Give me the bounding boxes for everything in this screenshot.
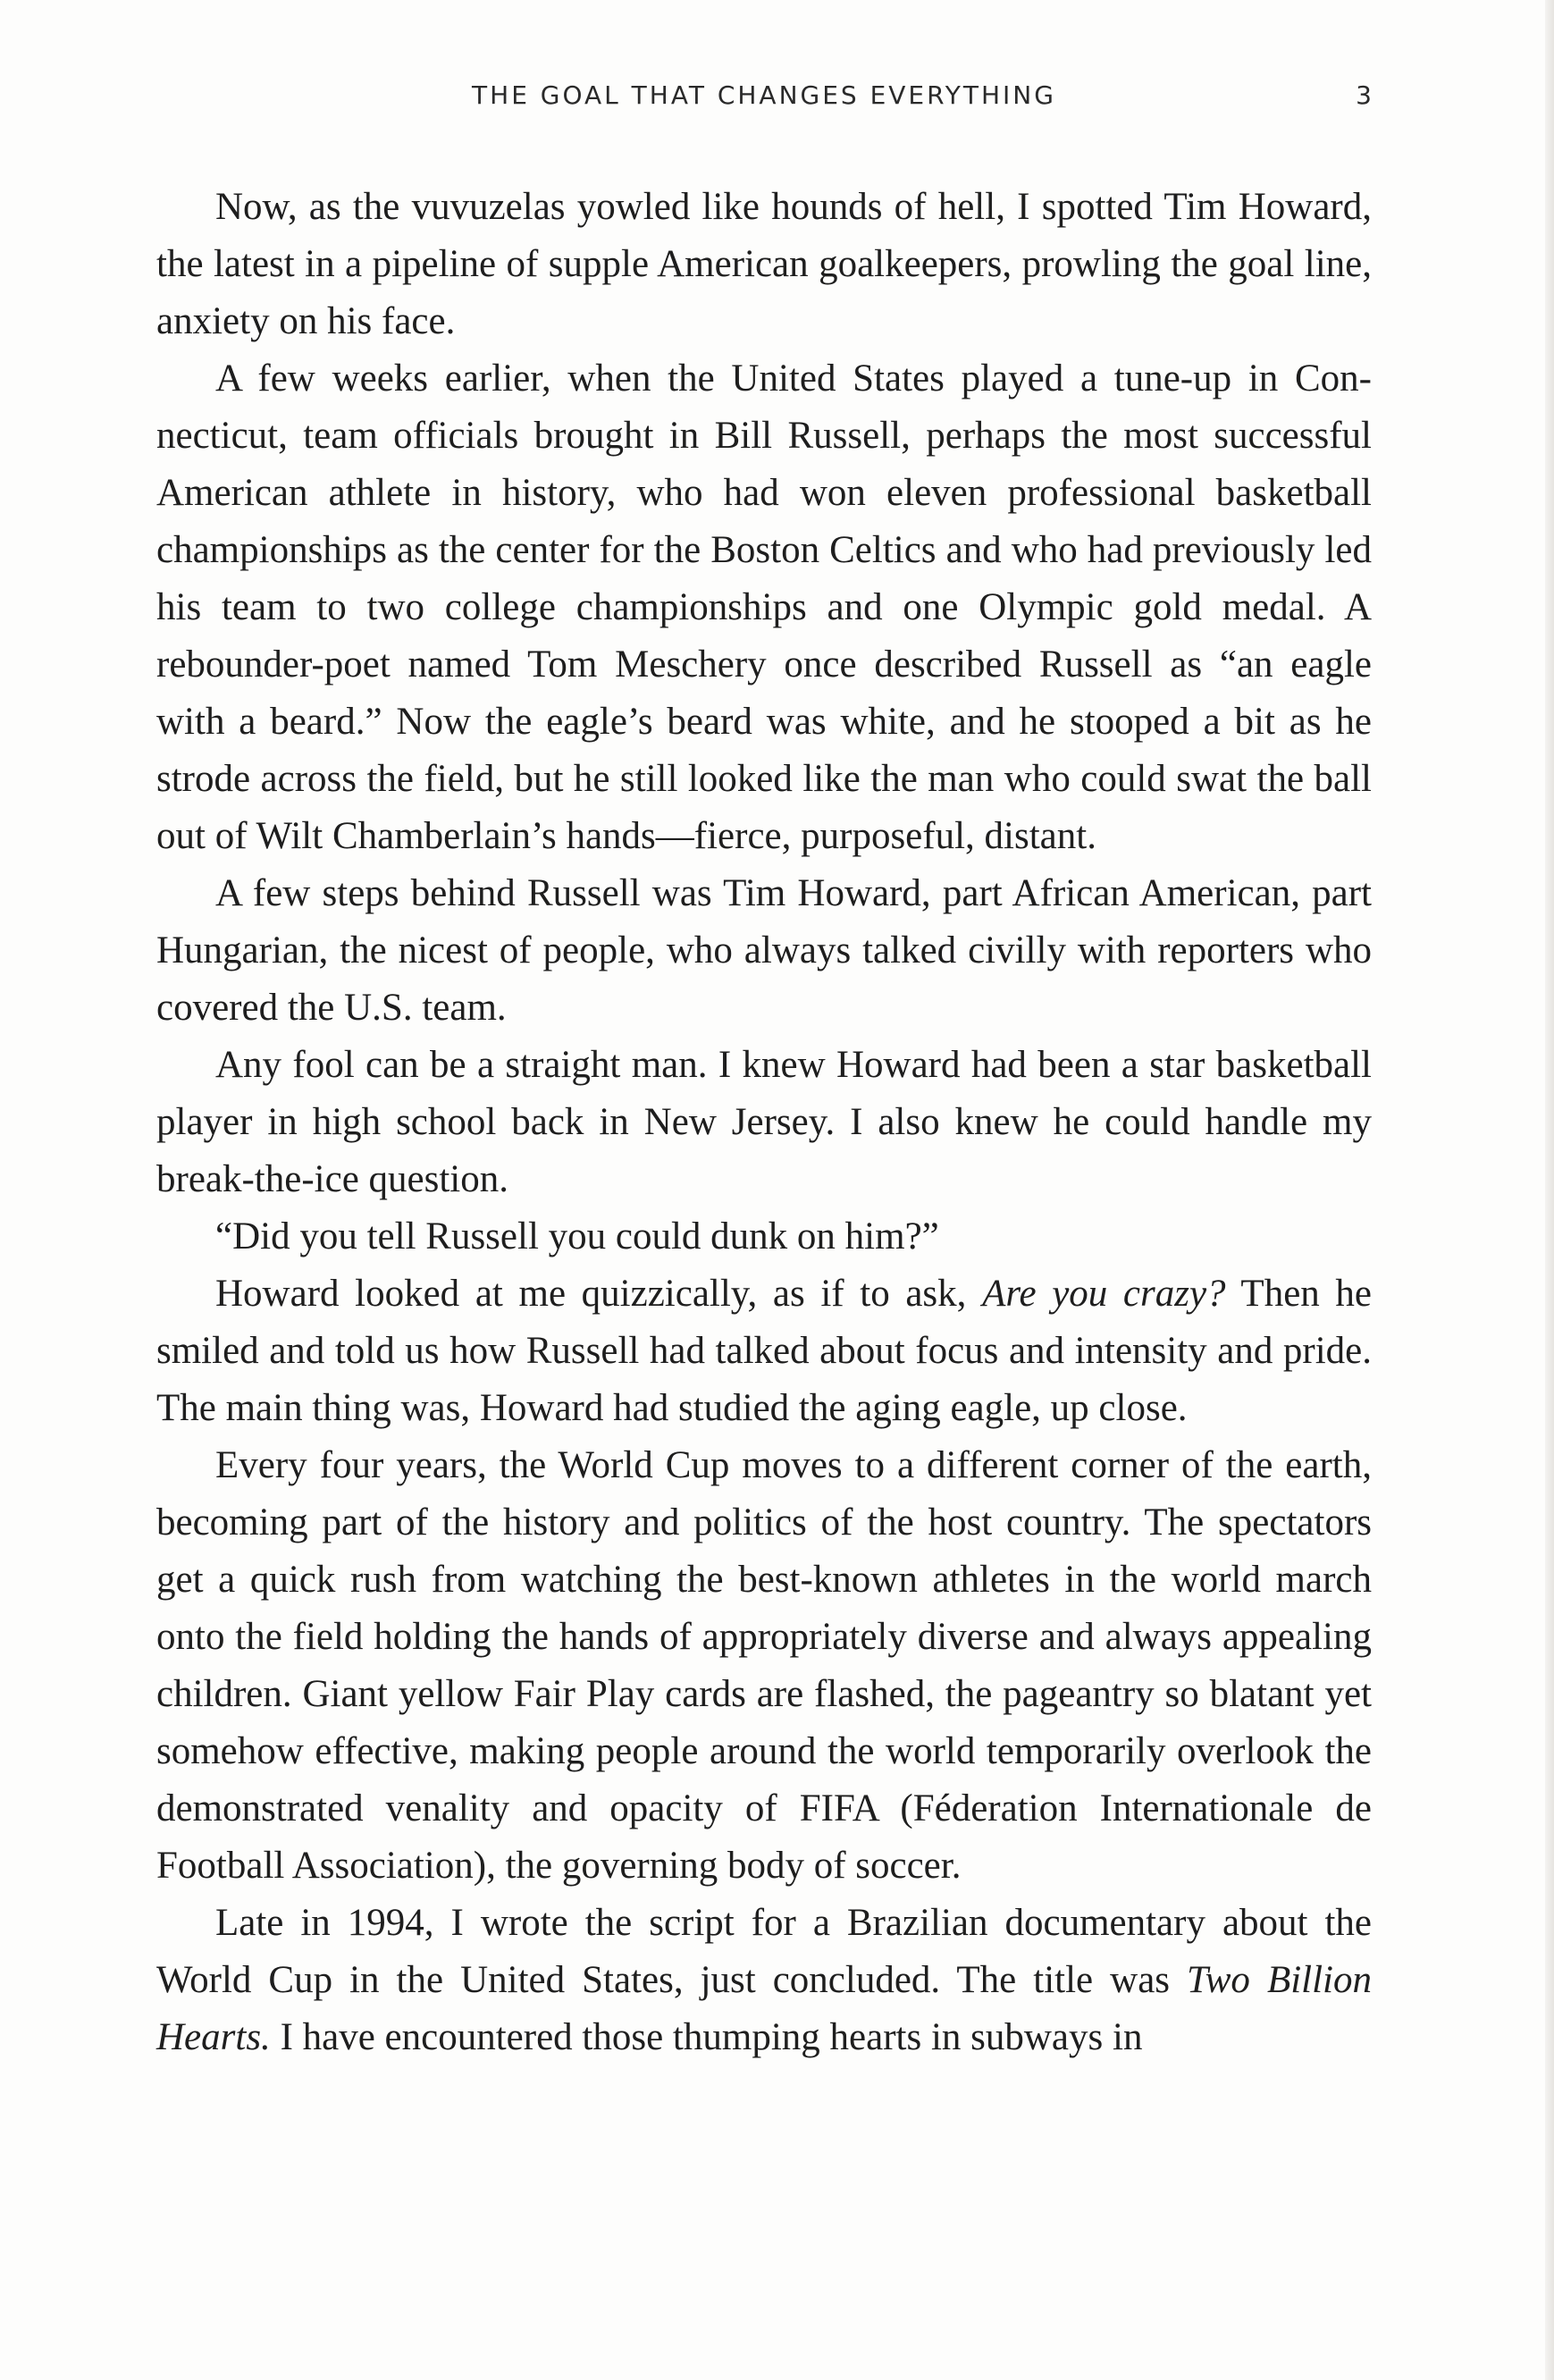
paragraph [156, 1895, 1372, 2066]
text-run: A few weeks earlier, when the United States played a tune-up in Connecticut, team officials brought in Bill Russell, perhaps the most successful American athlete in history, who had won eleven professional basketball championships as the center for the Boston Celtics and who had previously led his team to two college championships and one Olympic gold medal. A rebounder-poet named Tom Meschery once described Russell as “an eagle with a beard.” Now the eagle’s beard was white, and he stooped a bit as he strode across the field, but he still looked like the man who could swat the ball out of Wilt Chamberlain’s hands—fierce, purposeful, distant. [156, 357, 1372, 857]
text-run: Howard looked at me quizzically, as if to ask, [215, 1273, 983, 1315]
paragraph [156, 1266, 1372, 1437]
text-run: Now, as the vuvuzelas yowled like hounds of hell, I spotted Tim Howard, the latest in a pipeline of supple American goalkeepers, prowling the goal line, anxiety on his face. [156, 186, 1372, 342]
page-number: 3 [1356, 80, 1372, 110]
page-edge-shadow [1545, 0, 1554, 2380]
text-run: “Did you tell Russell you could dunk on him?” [215, 1215, 939, 1257]
text-run: Every four years, the World Cup moves to a different corner of the earth, becoming part of the history and politics of the host country. The spectators get a quick rush from watching the best-known athletes in the world march onto the field holding the hands of appropriately diverse and always appealing children. Giant yellow Fair Play cards are flashed, the pageantry so blatant yet somehow effective, making people around the world temporarily overlook the demonstrated venality and opacity of FIFA (Féderation Internationale de Football Association), the governing body of soccer. [156, 1444, 1372, 1887]
text-run: Then he smiled and told us how Russell had talked about focus and intensity and pride. The main thing was, Howard had studied the aging eagle, up close. [156, 1273, 1373, 1429]
text-run: A few steps behind Russell was Tim Howard, part African American, part Hungarian, the nicest of people, who always talked civilly with reporters who covered the U.S. team. [156, 872, 1372, 1029]
paragraph [156, 1437, 1372, 1895]
paragraph [156, 865, 1372, 1037]
body-text [156, 179, 1372, 2066]
paragraph [156, 350, 1372, 865]
text-run: I have encountered those thumping hearts in subways in [270, 2016, 1143, 2058]
paragraph [156, 1037, 1372, 1208]
italic-text-run: Are you crazy? [982, 1273, 1226, 1315]
paragraph [156, 1208, 1372, 1266]
text-run: Any fool can be a straight man. I knew Howard had been a star basketball player in high school back in New Jersey. I also knew he could handle my break-the-ice question. [156, 1044, 1372, 1200]
paragraph [156, 179, 1372, 350]
running-head-title: THE GOAL THAT CHANGES EVERYTHING [472, 80, 1056, 110]
italic-text-run: Two Billion Hearts. [156, 1959, 1372, 2058]
text-run: Late in 1994, I wrote the script for a Brazilian documentary about the World Cup in the United States, just concluded. The title was [156, 1902, 1372, 2001]
running-head [156, 80, 1372, 120]
